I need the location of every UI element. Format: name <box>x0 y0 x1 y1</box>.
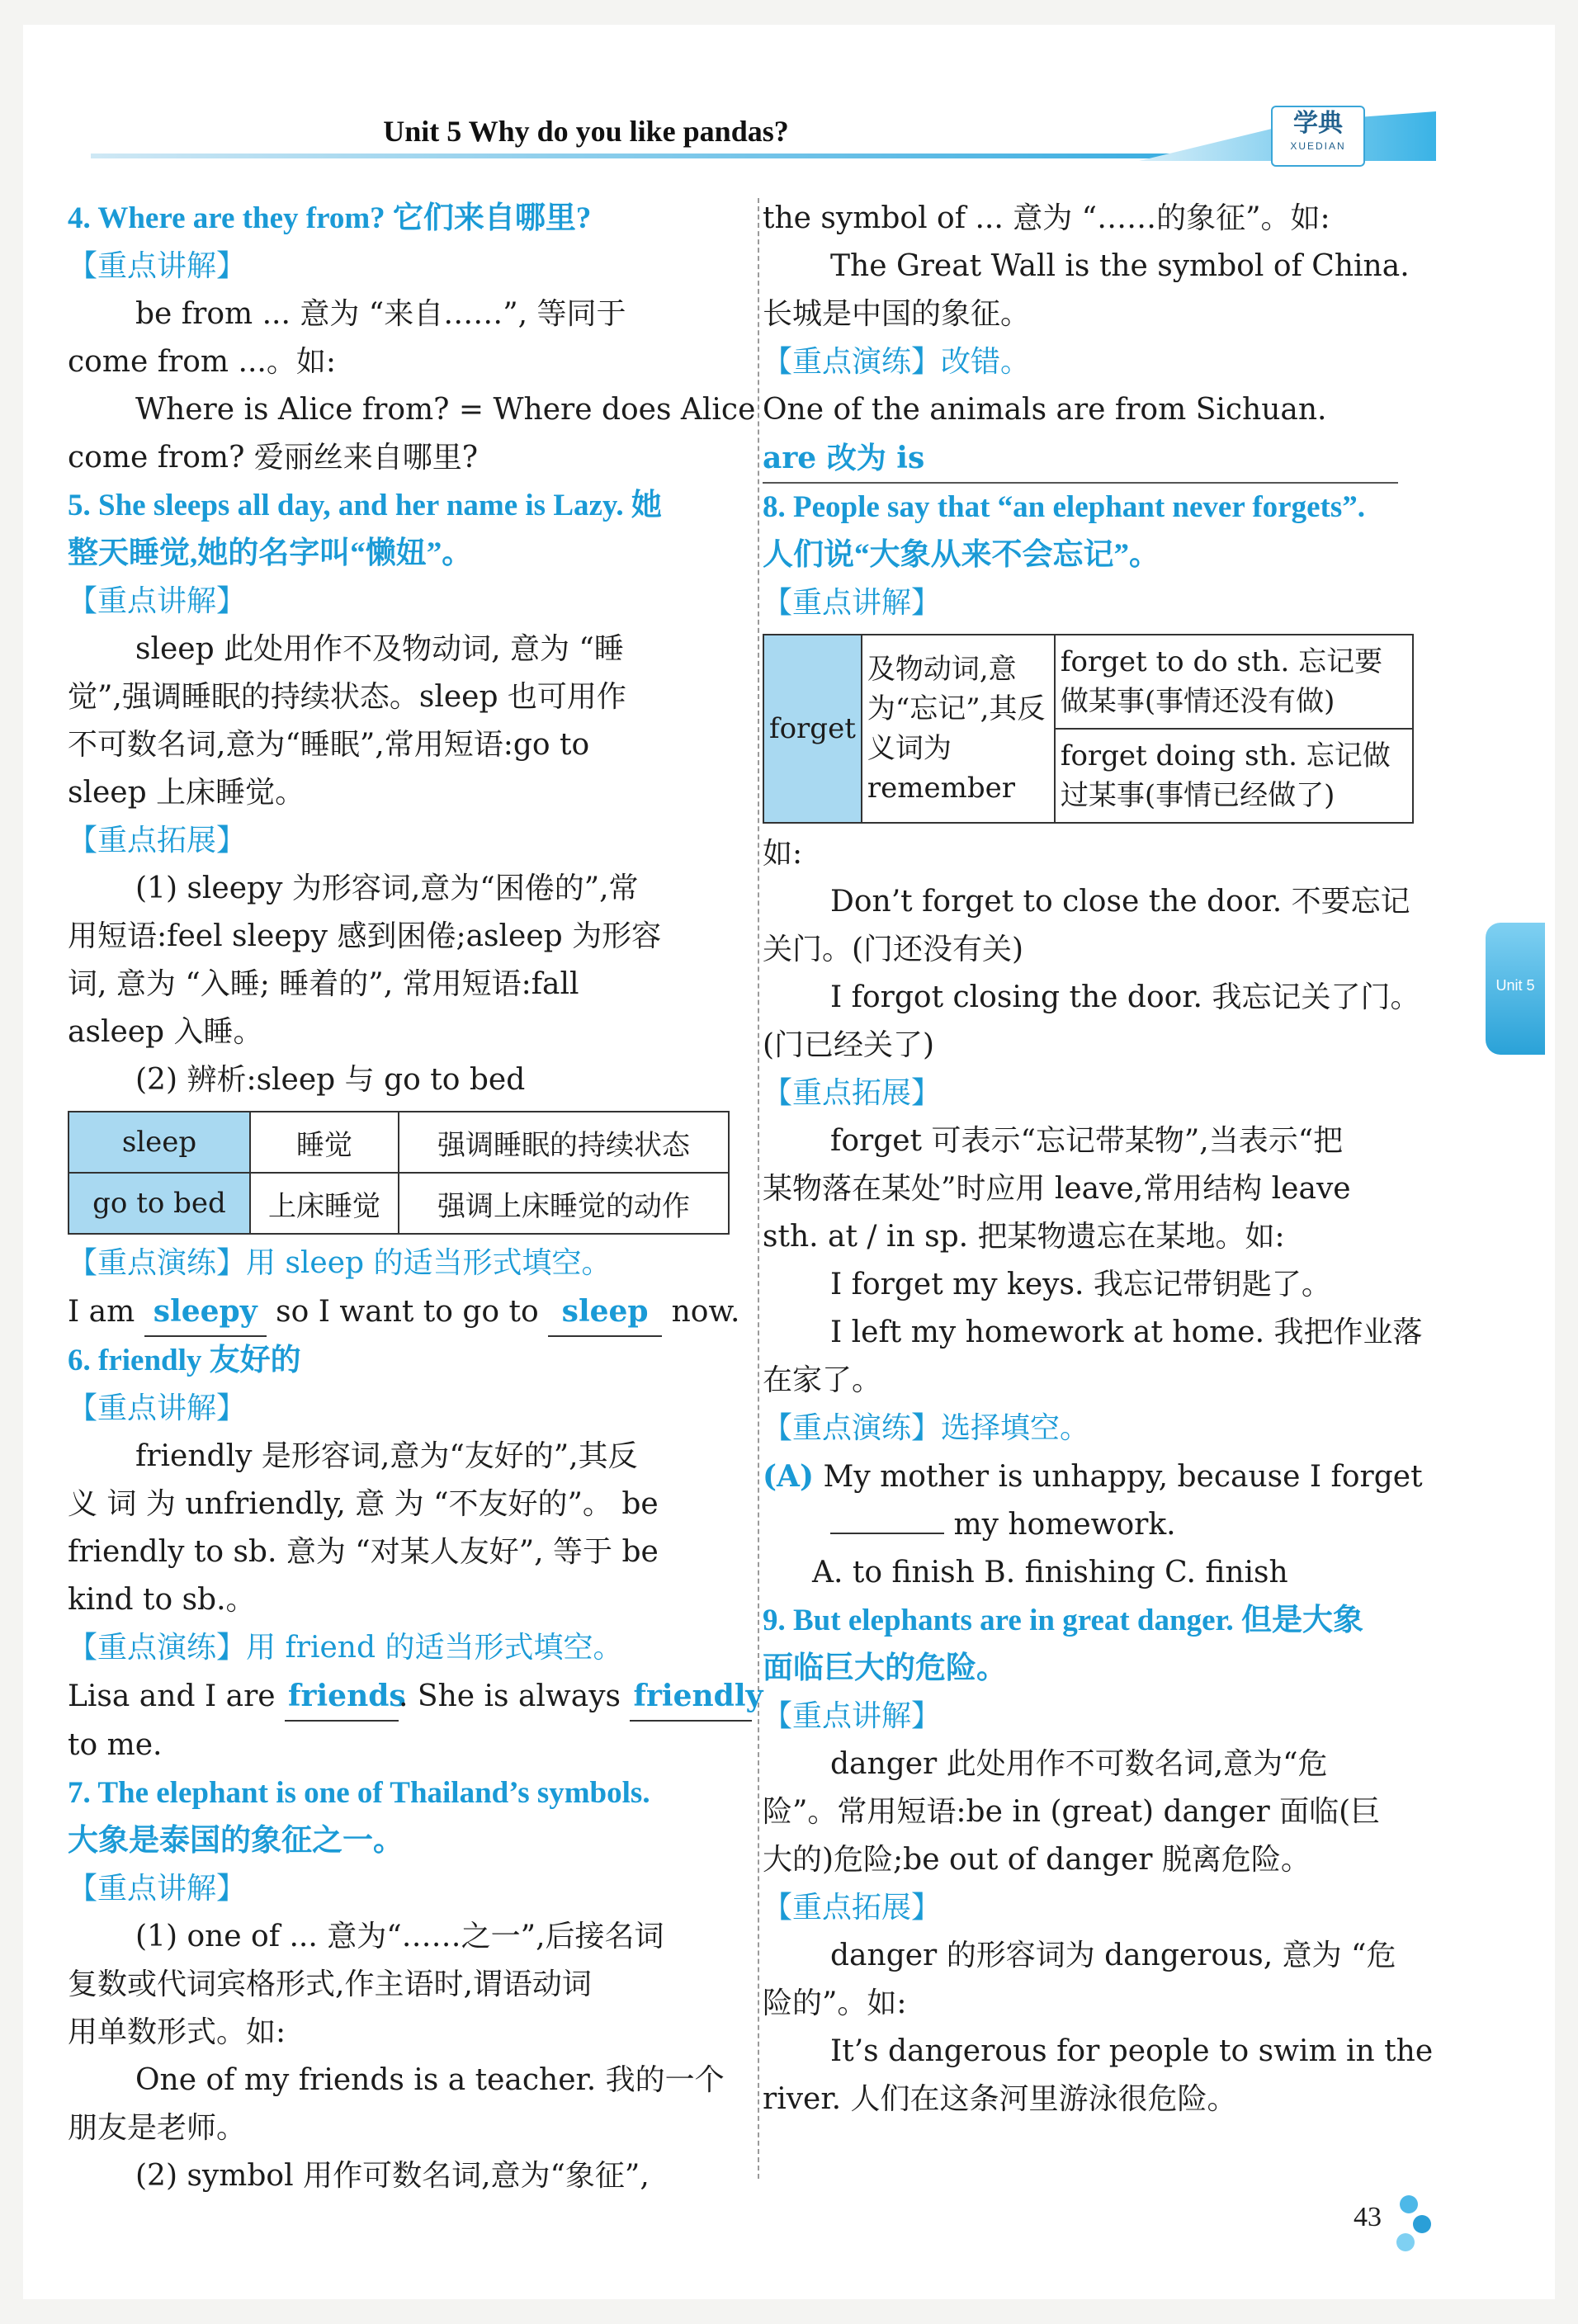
table-cell: forget to do sth. 忘记要做某事(事情还没有做) <box>1055 635 1413 729</box>
text-line: come from? 爱丽丝来自哪里? <box>68 441 479 475</box>
practice-sentence <box>68 1287 744 1337</box>
page-header-title: Unit 5 Why do you like pandas? <box>383 115 789 148</box>
table-cell: go to bed <box>69 1173 250 1234</box>
text-line: 大的)危险;be out of danger 脱离危险。 <box>763 1843 1311 1877</box>
table-row <box>763 635 1413 729</box>
answer-blank: friendly <box>630 1672 752 1722</box>
text-line: 险”。常用短语:be in (great) danger 面临(巨 <box>763 1795 1381 1829</box>
section-tag: 【重点讲解】 <box>68 1872 247 1906</box>
text-line: I forgot closing the door. 我忘记关了门。 <box>830 980 1420 1014</box>
section-heading: 整天睡觉,她的名字叫“懒妞”。 <box>68 536 473 570</box>
section-heading: 面临巨大的危险。 <box>763 1651 1007 1685</box>
practice-tag: 【重点演练】用 sleep 的适当形式填空。 <box>68 1246 612 1280</box>
section-heading: 人们说“大象从来不会忘记”。 <box>763 538 1160 572</box>
question-line <box>763 1501 1423 1549</box>
practice-tag: 【重点演练】用 friend 的适当形式填空。 <box>68 1631 623 1665</box>
section-tag: 【重点讲解】 <box>68 1391 247 1425</box>
text-line: come from ...。如: <box>68 345 336 379</box>
text-line: It’s dangerous for people to swim in the <box>830 2034 1434 2068</box>
text-line: I left my homework at home. 我把作业落 <box>830 1316 1423 1349</box>
practice-tag: 【重点演练】改错。 <box>763 345 1031 379</box>
text-line: sleep 此处用作不及物动词, 意为 “睡 <box>135 632 624 666</box>
text-line: One of my friends is a teacher. 我的一个 <box>135 2063 725 2097</box>
text-line: sth. at / in sp. 把某物遗忘在某地。如: <box>763 1220 1285 1254</box>
text-line: 在家了。 <box>763 1363 882 1397</box>
text-line: (门已经关了) <box>763 1028 935 1062</box>
section-heading: 4. Where are they from? 它们来自哪里? <box>68 201 592 235</box>
text-line: sleep 上床睡觉。 <box>68 776 305 810</box>
text-span: I am <box>68 1295 135 1329</box>
text-span: Lisa and I are <box>68 1679 276 1713</box>
text-span: now. <box>671 1295 740 1329</box>
logo-text-en: XUEDIAN <box>1290 140 1346 152</box>
answer-blank: friends <box>285 1672 399 1722</box>
section-tag: 【重点讲解】 <box>68 249 247 283</box>
text-line: forget 可表示“忘记带某物”,当表示“把 <box>830 1124 1344 1158</box>
text-line: 不可数名词,意为“睡眠”,常用短语:go to <box>68 728 590 762</box>
text-span: . She is always <box>399 1679 621 1713</box>
table-cell: 及物动词,意为“忘记”,其反义词为remember <box>862 635 1055 823</box>
table-row <box>69 1112 729 1173</box>
section-tag: 【重点拓展】 <box>763 1076 942 1110</box>
question-line <box>763 1452 1423 1501</box>
text-line: (2) symbol 用作可数名词,意为“象征”, <box>135 2159 650 2193</box>
options-line: A. to finish B. finishing C. finish <box>812 1556 1288 1589</box>
left-column <box>68 195 763 2200</box>
section-heading: 8. People say that “an elephant never forgets”. <box>763 490 1365 524</box>
text-line: 险的”。如: <box>763 1986 907 2020</box>
text-line: to me. <box>68 1728 163 1762</box>
text-line: (1) one of ... 意为“……之一”,后接名词 <box>135 1920 664 1953</box>
right-column <box>763 195 1434 2123</box>
text-line: river. 人们在这条河里游泳很危险。 <box>763 2082 1237 2116</box>
text-line: 用单数形式。如: <box>68 2015 286 2049</box>
answer-blank: sleep <box>548 1287 662 1337</box>
text-span: my homework. <box>953 1508 1176 1542</box>
text-line: 某物落在某处”时应用 leave,常用结构 leave <box>763 1172 1351 1206</box>
practice-tag: 【重点演练】选择填空。 <box>763 1411 1090 1445</box>
text-line: Don’t forget to close the door. 不要忘记 <box>830 885 1410 919</box>
question-answer: (A) <box>763 1459 814 1494</box>
section-tag: 【重点讲解】 <box>68 584 247 618</box>
header-rule <box>91 154 1296 158</box>
decor-dot <box>1400 2195 1418 2213</box>
section-heading: 7. The elephant is one of Thailand’s symbols. <box>68 1776 650 1810</box>
text-line: One of the animals are from Sichuan. <box>763 393 1327 427</box>
text-line: 义 词 为 unfriendly, 意 为 “不友好的”。 be <box>68 1487 659 1521</box>
table-cell: 强调上床睡觉的动作 <box>399 1173 729 1234</box>
text-line: friendly to sb. 意为 “对某人友好”, 等于 be <box>68 1535 659 1569</box>
side-tab-label: Unit 5 <box>1495 977 1535 994</box>
text-line: 关门。(门还没有关) <box>763 933 1024 966</box>
logo-text-cn: 学典 <box>1293 109 1343 138</box>
section-tag: 【重点讲解】 <box>763 1699 942 1733</box>
unit-side-tab <box>1486 923 1545 1055</box>
text-line: kind to sb.。 <box>68 1583 256 1617</box>
section-heading: 6. friendly 友好的 <box>68 1344 301 1377</box>
answer-line: are 改为 is <box>763 434 1398 484</box>
text-line: 朋友是老师。 <box>68 2111 247 2145</box>
text-line: the symbol of ... 意为 “……的象征”。如: <box>763 201 1330 235</box>
text-line: asleep 入睡。 <box>68 1015 263 1049</box>
table-cell: forget doing sth. 忘记做过某事(事情已经做了) <box>1055 729 1413 823</box>
table-cell: 上床睡觉 <box>250 1173 399 1234</box>
text-span: so I want to go to <box>276 1295 539 1329</box>
decor-dot <box>1396 2233 1415 2251</box>
text-line: 觉”,强调睡眠的持续状态。sleep 也可用作 <box>68 680 626 714</box>
text-line: (2) 辨析:sleep 与 go to bed <box>135 1063 526 1097</box>
column-divider <box>758 198 759 2179</box>
answer-blank: sleepy <box>144 1287 267 1337</box>
text-line: 用短语:feel sleepy 感到困倦;asleep 为形容 <box>68 919 662 953</box>
text-line: be from ... 意为 “来自……”, 等同于 <box>135 297 626 331</box>
decor-dot <box>1413 2215 1431 2233</box>
text-line: 复数或代词宾格形式,作主语时,谓语动词 <box>68 1967 592 2001</box>
sleep-comparison-table <box>68 1111 730 1235</box>
table-cell: 强调睡眠的持续状态 <box>399 1112 729 1173</box>
section-tag: 【重点拓展】 <box>763 1891 942 1925</box>
text-span: My mother is unhappy, because I forget <box>823 1460 1423 1494</box>
publisher-logo <box>1271 106 1365 167</box>
section-heading: 5. She sleeps all day, and her name is Lazy. 她 <box>68 489 662 522</box>
text-line: The Great Wall is the symbol of China. <box>830 249 1410 283</box>
section-heading: 大象是泰国的象征之一。 <box>68 1824 404 1858</box>
table-row <box>69 1173 729 1234</box>
table-cell: sleep <box>69 1112 250 1173</box>
section-heading: 9. But elephants are in great danger. 但是大象 <box>763 1604 1364 1637</box>
text-line: I forget my keys. 我忘记带钥匙了。 <box>830 1268 1331 1301</box>
forget-usage-table <box>763 634 1414 824</box>
section-tag: 【重点讲解】 <box>763 586 942 620</box>
text-line: Where is Alice from? = Where does Alice <box>135 393 756 427</box>
table-cell: 睡觉 <box>250 1112 399 1173</box>
text-line: 如: <box>763 837 803 871</box>
answer-blank <box>830 1533 944 1534</box>
table-cell: forget <box>763 635 862 823</box>
section-tag: 【重点拓展】 <box>68 824 247 857</box>
text-line: 长城是中国的象征。 <box>763 297 1031 331</box>
text-line: 词, 意为 “入睡; 睡着的”, 常用短语:fall <box>68 967 579 1001</box>
text-line: danger 的形容词为 dangerous, 意为 “危 <box>830 1939 1396 1972</box>
practice-sentence <box>68 1672 763 1722</box>
text-line: (1) sleepy 为形容词,意为“困倦的”,常 <box>135 872 639 905</box>
text-line: friendly 是形容词,意为“友好的”,其反 <box>135 1439 638 1473</box>
text-line: danger 此处用作不可数名词,意为“危 <box>830 1747 1328 1781</box>
page-number: 43 <box>1354 2202 1382 2232</box>
